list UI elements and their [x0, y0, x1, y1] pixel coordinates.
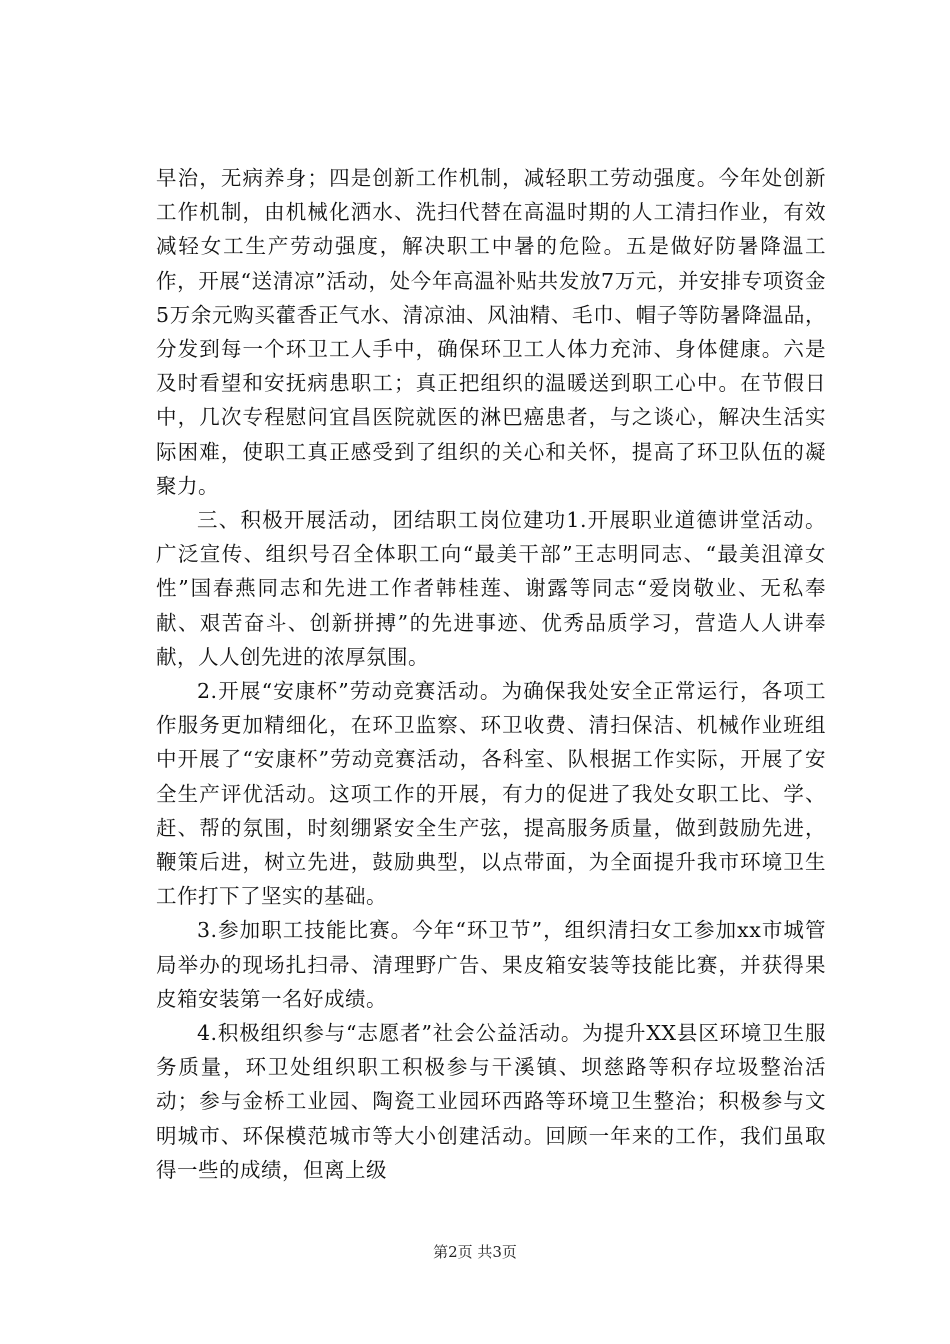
paragraph-2: 三、积极开展活动，团结职工岗位建功1.开展职业道德讲堂活动。广泛宣传、组织号召全体职工向“最美干部”王志明同志、“最美沮漳女性”国春燕同志和先进工作者韩桂莲、谢露等同志“爱岗敬业、无私奉献、艰苦奋斗、创新拼搏”的先进事迹、优秀品质学习，营造人人讲奉献，人人创先进的浓厚氛围。: [156, 508, 826, 669]
document-body: [156, 161, 826, 1187]
page-footer: 第2页 共3页: [433, 1243, 517, 1261]
paragraph-3: 2.开展“安康杯”劳动竞赛活动。为确保我处安全正常运行，各项工作服务更加精细化，在环卫监察、环卫收费、清扫保洁、机械作业班组中开展了“安康杯”劳动竞赛活动，各科室、队根据工作实际，开展了安全生产评优活动。这项工作的开展，有力的促进了我处女职工比、学、赶、帮的氛围，时刻绷紧安全生产弦，提高服务质量，做到鼓励先进，鞭策后进，树立先进，鼓励典型，以点带面，为全面提升我市环境卫生工作打下了坚实的基础。: [156, 679, 826, 909]
paragraph-5: 4.积极组织参与“志愿者”社会公益活动。为提升XX县区环境卫生服务质量，环卫处组织职工积极参与干溪镇、坝慈路等积存垃圾整治活动；参与金桥工业园、陶瓷工业园环西路等环境卫生整治；积极参与文明城市、环保模范城市等大小创建活动。回顾一年来的工作，我们虽取得一些的成绩，但离上级: [156, 1021, 826, 1182]
paragraph-1: 早治，无病养身；四是创新工作机制，减轻职工劳动强度。今年处创新工作机制，由机械化洒水、洗扫代替在高温时期的人工清扫作业，有效减轻女工生产劳动强度，解决职工中暑的危险。五是做好防暑降温工作，开展“送清凉”活动，处今年高温补贴共发放7万元，并安排专项资金5万余元购买藿香正气水、清凉油、风油精、毛巾、帽子等防暑降温品，分发到每一个环卫工人手中，确保环卫工人体力充沛、身体健康。六是及时看望和安抚病患职工；真正把组织的温暖送到职工心中。在节假日中，几次专程慰问宜昌医院就医的淋巴癌患者，与之谈心，解决生活实际困难，使职工真正感受到了组织的关心和关怀，提高了环卫队伍的凝聚力。: [156, 166, 826, 498]
paragraph-4: 3.参加职工技能比赛。今年“环卫节”，组织清扫女工参加xx市城管局举办的现场扎扫帚、清理野广告、果皮箱安装等技能比赛，并获得果皮箱安装第一名好成绩。: [156, 918, 826, 1011]
